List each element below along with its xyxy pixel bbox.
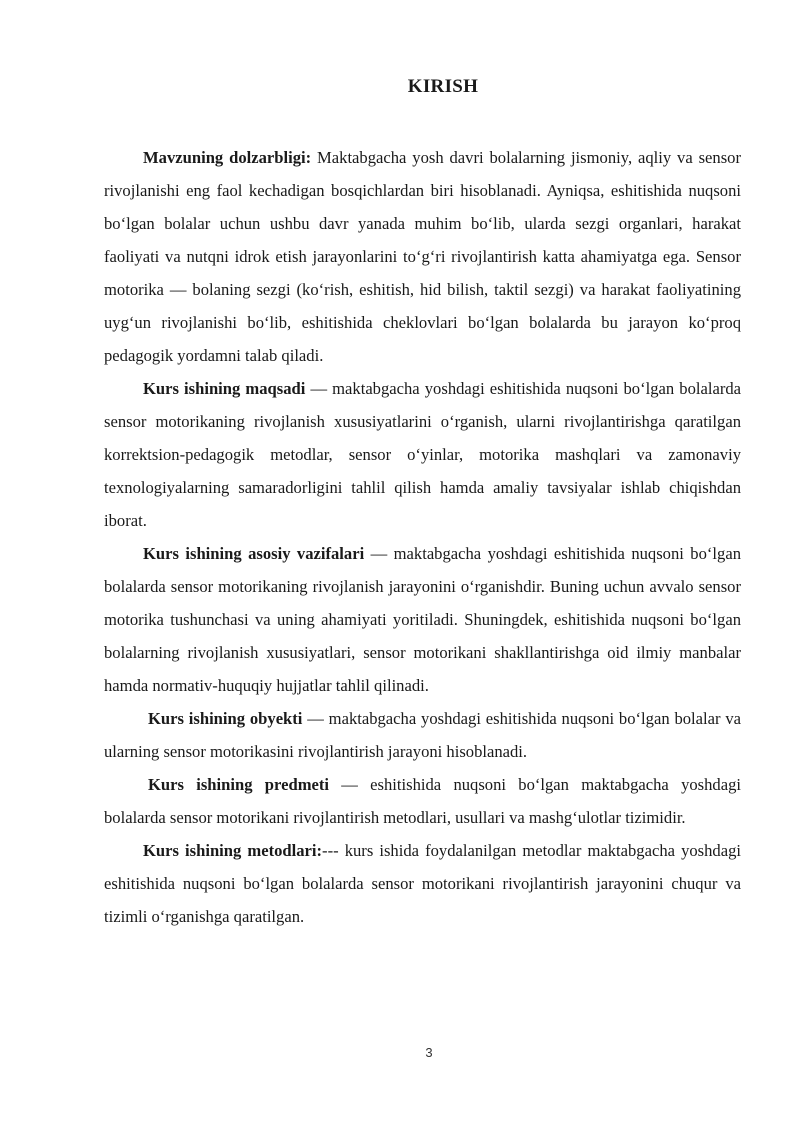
paragraph-lead: Kurs ishining obyekti [148,709,303,728]
page-number: 3 [425,1045,433,1060]
paragraph-text: — maktabgacha yoshdagi eshitishida nuqsoni bo‘lgan bolalarda sensor motorikaning rivojlanish xususiyatlarini o‘rganish, ularni rivojlantirishga qaratilgan korrektsion-pedagogik metodlar, sensor o‘yinlar, motorika mashqlari va zamonaviy texnologiyalarning samaradorligini tahlil qilish hamda amaliy tavsiyalar ishlab chiqishdan iborat. [104,379,742,530]
paragraph-subject [104,768,741,834]
paragraph-text: Maktabgacha yosh davri bolalarning jismoniy, aqliy va sensor rivojlanishi eng faol kechadigan bosqichlardan biri hisoblanadi. Ayniqsa, eshitishida nuqsoni bo‘lgan bolalar uchun ushbu davr yanada muhim bo‘lib, ularda sezgi organlari, harakat faoliyati va nutqni idrok etish jarayonlarini to‘g‘ri rivojlantirish katta ahamiyatga ega. Sensor motorika — bolaning sezgi (ko‘rish, eshitish, hid bilish, taktil sezgi) va harakat faoliyatining uyg‘un rivojlanishi bo‘lib, eshitishida cheklovlari bo‘lgan bolalarda bu jarayon ko‘proq pedagogik yordamni talab qiladi. [104,148,741,365]
paragraph-lead: Kurs ishining asosiy vazifalari [143,544,365,563]
paragraph-lead: Mavzuning dolzarbligi: [143,148,312,167]
paragraph-methods [104,834,741,933]
paragraph-text: — maktabgacha yoshdagi eshitishida nuqsoni bo‘lgan bolalarda sensor motorikaning rivojlanish jarayonini o‘rganishdir. Buning uchun avvalo sensor motorika tushunchasi va uning ahamiyati yoritiladi. Shuningdek, eshitishida nuqsoni bo‘lgan bolalarning rivojlanish xususiyatlari, sensor motorikani shakllantirishga oid ilmiy manbalar hamda normativ-huquqiy hujjatlar tahlil qilinadi. [104,544,741,695]
paragraph-relevance [104,141,741,372]
document-body [104,141,741,933]
paragraph-text: — maktabgacha yoshdagi eshitishida nuqsoni bo‘lgan bolalar va ularning sensor motorikasini rivojlantirish jarayoni hisoblanadi. [104,709,741,761]
paragraph-lead: Kurs ishining maqsadi [143,379,306,398]
paragraph-lead: Kurs ishining predmeti [148,775,330,794]
paragraph-aim [104,372,741,537]
paragraph-lead: Kurs ishining metodlari: [143,841,323,860]
paragraph-text: --- kurs ishida foydalanilgan metodlar maktabgacha yoshdagi eshitishida nuqsoni bo‘lgan bolalarda sensor motorikani rivojlantirish jarayonini chuqur va tizimli o‘rganishga qaratilgan. [104,841,741,926]
page-title: KIRISH [407,76,479,97]
paragraph-text: — eshitishida nuqsoni bo‘lgan maktabgacha yoshdagi bolalarda sensor motorikani rivojlantirish metodlari, usullari va mashg‘ulotlar tizimidir. [104,775,741,827]
paragraph-tasks [104,537,741,702]
paragraph-object [104,702,741,768]
